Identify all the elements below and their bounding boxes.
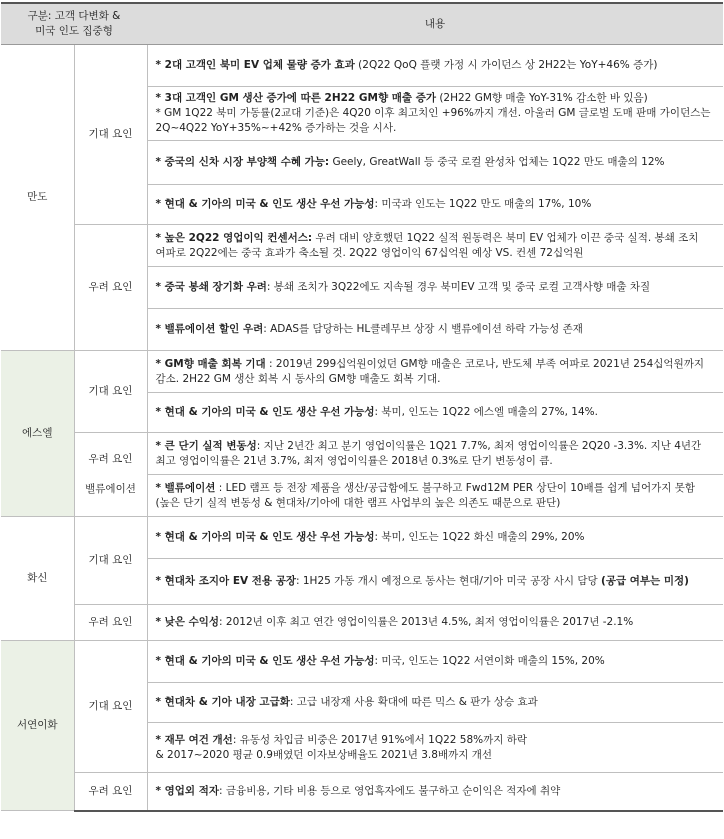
content-item: * 큰 단기 실적 변동성: 지난 2년간 최고 분기 영업이익률은 1Q21 7.7%, 최저 영업이익률은 2Q20 -3.3%. 지난 4년간 최고 영업이익률은 21년 3.7%, 최저 영업이익률은 2018년 0.3%로 단기 변동성이 큼.: [147, 433, 723, 475]
company-name: 만도: [1, 45, 74, 351]
table-header: [1, 3, 723, 45]
content-item: * 재무 여건 개선: 유동성 차입금 비중은 2017년 91%에서 1Q22 58%까지 하락 & 2017~2020 평균 0.9배였던 이자보상배율도 2021년 3.8배까지 개선: [147, 723, 723, 773]
content-item: * 밸류에이션 할인 우려: ADAS를 담당하는 HL클레무브 상장 시 밸류에이션 하락 가능성 존재: [147, 309, 723, 351]
header-content: 내용: [147, 3, 723, 45]
factor-label: 우려 요인 밸류에이션: [74, 433, 147, 517]
table-row: [1, 773, 723, 811]
content-item: * 3대 고객인 GM 생산 증가에 따른 2H22 GM향 매출 증가 (2H22 GM향 매출 YoY-31% 감소한 바 있음) * GM 1Q22 북미 가동률(2교대 기준)은 4Q20 이후 최고치인 +96%까지 개선. 아울러 GM 글로벌 도매 판매 가이던스는 2Q~4Q22 YoY+35%~+42% 증가하는 것을 시사.: [147, 87, 723, 141]
factor-label: 우려 요인: [74, 225, 147, 351]
table-row: [1, 605, 723, 641]
content-item: * 현대차 & 기아 내장 고급화: 고급 내장재 사용 확대에 따른 믹스 & 판가 상승 효과: [147, 683, 723, 723]
content-item: * 높은 2Q22 영업이익 컨센서스: 우려 대비 양호했던 1Q22 실적 원동력은 북미 EV 업체가 이끈 중국 실적. 봉쇄 조치 여파로 2Q22에는 중국 효과가 축소될 것. 2Q22 영업이익 67십억원 예상 VS. 컨센 72십억원: [147, 225, 723, 267]
content-item: * 영업외 적자: 금융비용, 기타 비용 등으로 영업흑자에도 불구하고 순이익은 적자에 취약: [147, 773, 723, 811]
content-item: * 현대 & 기아의 미국 & 인도 생산 우선 가능성: 북미, 인도는 1Q22 화신 매출의 29%, 20%: [147, 517, 723, 559]
header-category: 구분: 고객 다변화 & 미국 인도 집중형: [1, 3, 147, 45]
table-row: [1, 351, 723, 393]
table-row: [1, 517, 723, 559]
content-item: * 2대 고객인 북미 EV 업체 물량 증가 효과 (2Q22 QoQ 플랫 가정 시 가이던스 상 2H22는 YoY+46% 증가): [147, 45, 723, 87]
company-name: 에스엘: [1, 351, 74, 517]
content-item: * 현대 & 기아의 미국 & 인도 생산 우선 가능성: 북미, 인도는 1Q22 에스엘 매출의 27%, 14%.: [147, 393, 723, 433]
table-row: [1, 225, 723, 267]
factor-label: 기대 요인: [74, 351, 147, 433]
content-item: * 낮은 수익성: 2012년 이후 최고 연간 영업이익률은 2013년 4.5%, 최저 영업이익률은 2017년 -2.1%: [147, 605, 723, 641]
factor-label: 기대 요인: [74, 45, 147, 225]
content-item: * GM향 매출 회복 기대 : 2019년 299십억원이었던 GM향 매출은 코로나, 반도체 부족 여파로 2021년 254십억원까지 감소. 2H22 GM 생산 회복 시 동사의 GM향 매출도 회복 기대.: [147, 351, 723, 393]
company-name: 서연이화: [1, 641, 74, 811]
factor-label: 우려 요인: [74, 605, 147, 641]
factor-label: 기대 요인: [74, 641, 147, 773]
table-row: [1, 45, 723, 87]
company-name: 화신: [1, 517, 74, 641]
content-item: * 중국 봉쇄 장기화 우려: 봉쇄 조치가 3Q22에도 지속될 경우 북미EV 고객 및 중국 로컬 고객사향 매출 차질: [147, 267, 723, 309]
factor-label: 기대 요인: [74, 517, 147, 605]
factor-label: 우려 요인: [74, 773, 147, 811]
content-item: * 현대 & 기아의 미국 & 인도 생산 우선 가능성: 미국, 인도는 1Q22 서연이화 매출의 15%, 20%: [147, 641, 723, 683]
content-item: * 현대차 조지아 EV 전용 공장: 1H25 가동 개시 예정으로 동사는 현대/기아 미국 공장 사시 담당 (공급 여부는 미정): [147, 559, 723, 605]
table-row: [1, 641, 723, 683]
content-item: * 현대 & 기아의 미국 & 인도 생산 우선 가능성: 미국과 인도는 1Q22 만도 매출의 17%, 10%: [147, 185, 723, 225]
content-item: * 중국의 신차 시장 부양책 수혜 가능: Geely, GreatWall 등 중국 로컬 완성차 업체는 1Q22 만도 매출의 12%: [147, 141, 723, 185]
factor-table: [1, 2, 723, 812]
content-item: * 밸류에이션 : LED 램프 등 전장 제품을 생산/공급함에도 불구하고 Fwd12M PER 상단이 10배를 쉽게 넘어가지 못함 (높은 단기 실적 변동성 & 현대차/기아에 대한 램프 사업부의 높은 의존도 때문으로 판단): [147, 475, 723, 517]
table-row: [1, 433, 723, 475]
